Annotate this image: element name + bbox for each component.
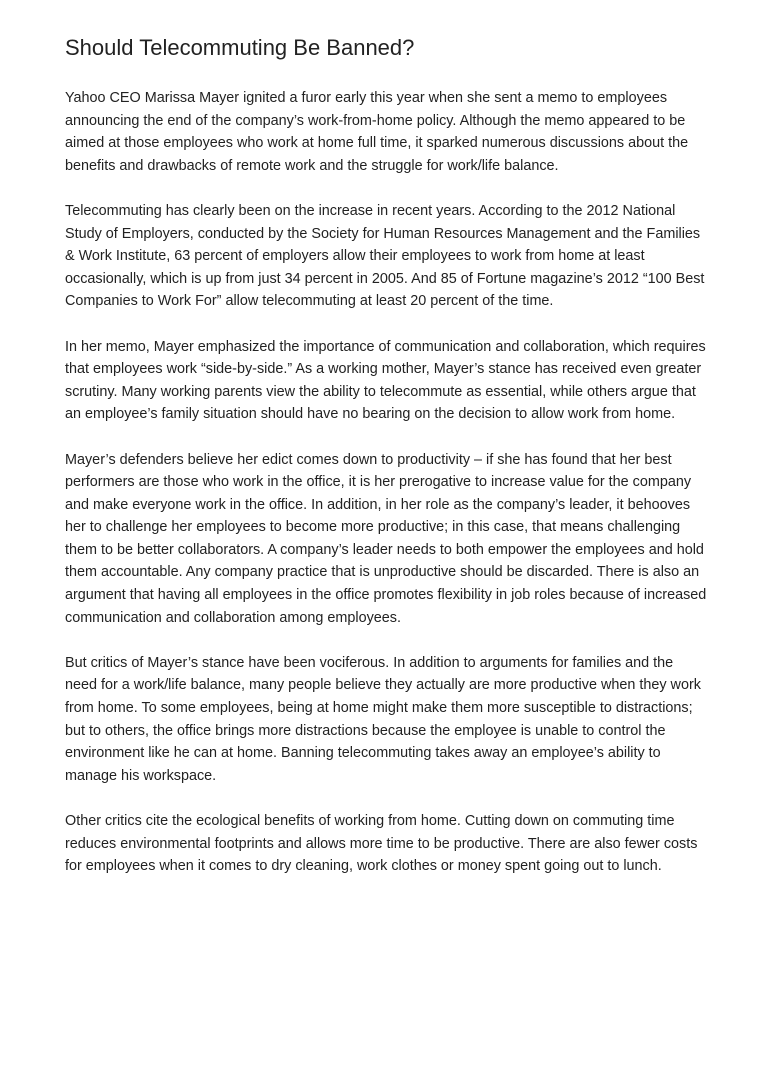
paragraph-3: In her memo, Mayer emphasized the importance of communication and collaboration, which requires that employees work “side-by-side.” As a working mother, Mayer’s stance has received even greater scrutiny. Many working parents view the ability to telecommute as essential, while others argue that an employee’s family situation should have no bearing on the decision to allow work from home. xyxy=(65,338,706,423)
paragraph-5: But critics of Mayer’s stance have been vociferous. In addition to arguments for families and the need for a work/life balance, many people believe they actually are more productive when they work from home. To some employees, being at home might make them more susceptible to distractions; but to others, the office brings more distractions because the employee is unable to control the environment like he can at home. Banning telecommuting takes away an employee’s ability to manage his workspace. xyxy=(65,654,701,784)
document-title: Should Telecommuting Be Banned? xyxy=(65,35,415,60)
paragraph-1: Yahoo CEO Marissa Mayer ignited a furor early this year when she sent a memo to employees announcing the end of the company’s work-from-home policy. Although the memo appeared to be aimed at those employees who work at home full time, it sparked numerous discussions about the benefits and drawbacks of remote work and the struggle for work/life balance. xyxy=(65,90,689,174)
paragraph-4: Mayer’s defenders believe her edict comes down to productivity – if she has found that her best performers are those who work in the office, it is her prerogative to increase value for the company and make everyone work in the office. In addition, in her role as the company’s leader, it behooves her to challenge her employees to become more productive; in this case, that means challenging them to be better collaborators. A company’s leader needs to both empower the employees and hold them accountable. Any company practice that is unproductive should be discarded. There is also an argument that having all employees in the office promotes flexibility in job roles because of increased communication and collaboration among employees. xyxy=(65,451,707,626)
document-body xyxy=(65,87,707,900)
paragraph-6: Other critics cite the ecological benefits of working from home. Cutting down on commuting time reduces environmental footprints and allows more time to be productive. There are also fewer costs for employees when it comes to dry cleaning, work clothes or money spent going out to lunch. xyxy=(65,813,698,875)
paragraph-2: Telecommuting has clearly been on the increase in recent years. According to the 2012 National Study of Employers, conducted by the Society for Human Resources Management and the Families & Work Institute, 63 percent of employers allow their employees to work from home at least occasionally, which is up from just 34 percent in 2005. And 85 of Fortune magazine’s 2012 “100 Best Companies to Work For” allow telecommuting at least 20 percent of the time. xyxy=(65,202,705,310)
